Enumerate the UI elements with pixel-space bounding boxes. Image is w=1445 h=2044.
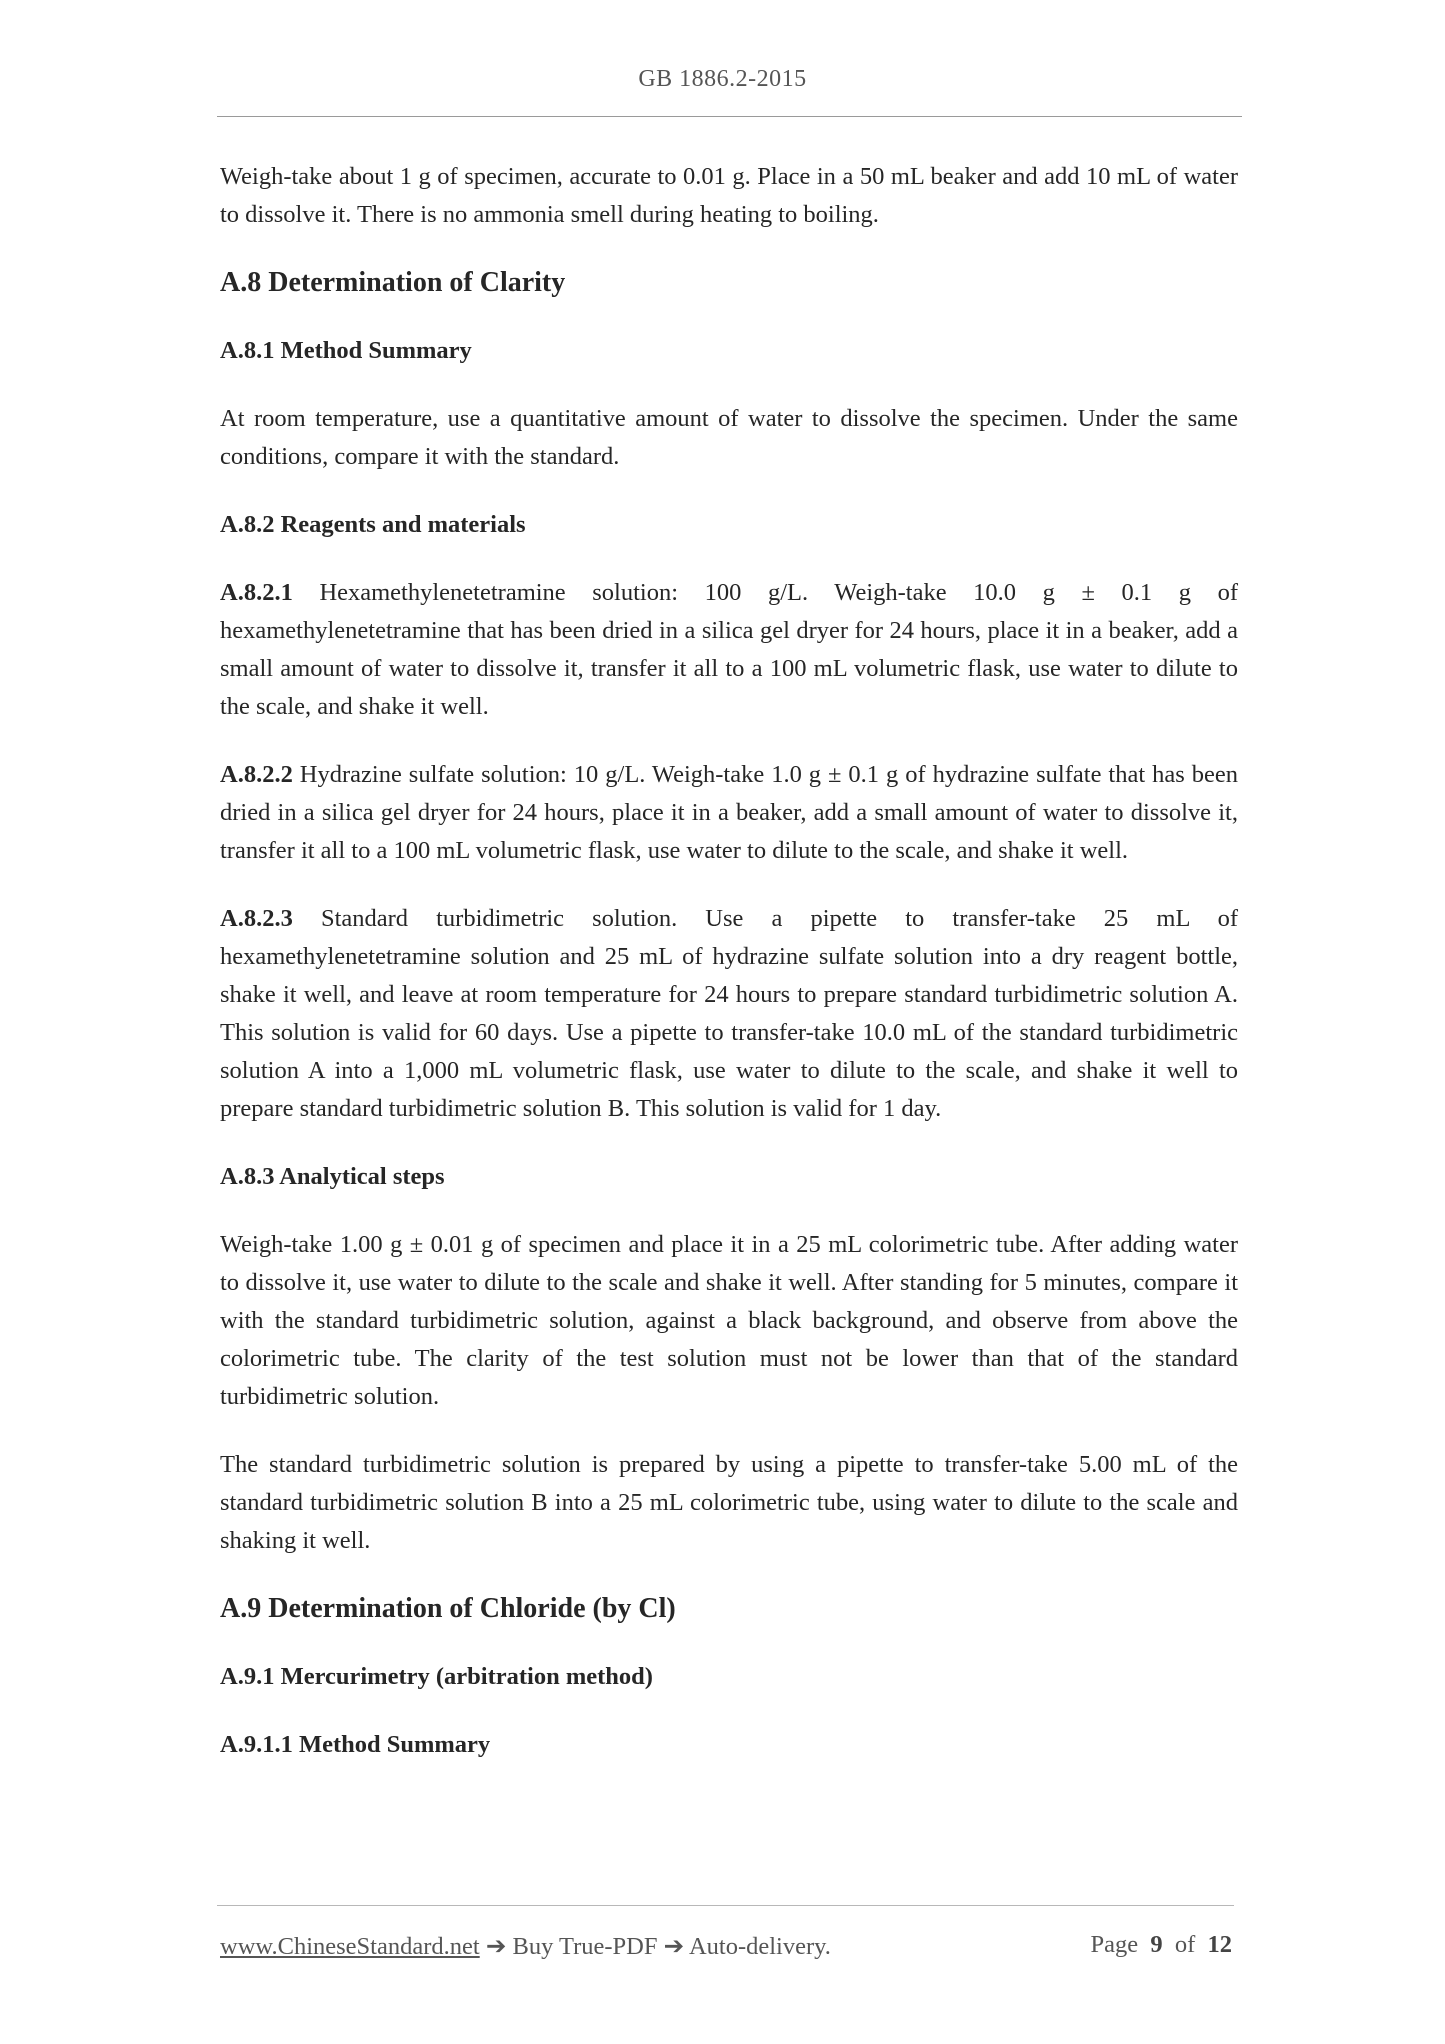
footer-promo: [220, 1931, 831, 1961]
page-number: [1090, 1931, 1232, 1959]
header-title: GB 1886.2-2015: [638, 66, 807, 92]
clause-number: A.8.2.3: [220, 905, 293, 932]
a822-paragraph: [220, 756, 1238, 870]
section-a8-heading: A.8 Determination of Clarity: [220, 267, 566, 298]
section-a82-heading: A.8.2 Reagents and materials: [220, 511, 526, 538]
current-page: 9: [1150, 1931, 1163, 1958]
delivery-text: Auto-delivery.: [688, 1933, 831, 1960]
page-content: [220, 158, 1238, 1794]
section-a83-heading: A.8.3 Analytical steps: [220, 1163, 445, 1190]
a81-paragraph: At room temperature, use a quantitative amount of water to dissolve the specimen. Under the same conditions, compare it with the standard.: [220, 405, 1238, 470]
section-a911-heading: A.9.1.1 Method Summary: [220, 1731, 491, 1758]
footer-divider: [217, 1905, 1234, 1906]
section-a91-heading: A.9.1 Mercurimetry (arbitration method): [220, 1663, 653, 1690]
clause-number: A.8.2.1: [220, 579, 293, 606]
a821-paragraph: [220, 574, 1238, 726]
section-a81-heading: A.8.1 Method Summary: [220, 337, 472, 364]
page-label: Page: [1090, 1931, 1139, 1958]
section-a9-heading: A.9 Determination of Chloride (by Cl): [220, 1593, 676, 1624]
buy-pdf-text: Buy True-PDF: [512, 1933, 658, 1960]
of-label: of: [1174, 1931, 1196, 1958]
clause-text: Standard turbidimetric solution. Use a pipette to transfer-take 25 mL of hexamethylenetetramine solution and 25 mL of hydrazine sulfate solution into a dry reagent bottle, shake it well, and leave at room temperature for 24 hours to prepare standard turbidimetric solution A. This solution is valid for 60 days. Use a pipette to transfer-take 10.0 mL of the standard turbidimetric solution A into a 1,000 mL volumetric flask, use water to dilute to the scale, and shake it well to prepare standard turbidimetric solution B. This solution is valid for 1 day.: [220, 905, 1239, 1122]
a823-paragraph: [220, 900, 1238, 1128]
clause-number: A.8.2.2: [220, 761, 293, 788]
header-divider: [217, 116, 1242, 117]
total-pages: 12: [1207, 1931, 1232, 1958]
clause-text: Hexamethylenetetramine solution: 100 g/L. Weigh-take 10.0 g ± 0.1 g of hexamethylenetetramine that has been dried in a silica gel dryer for 24 hours, place it in a beaker, add a small amount of water to dissolve it, transfer it all to a 100 mL volumetric flask, use water to dilute to the scale, and shake it well.: [220, 579, 1239, 720]
website-link[interactable]: www.ChineseStandard.net: [220, 1933, 480, 1960]
a83-paragraph-1: Weigh-take 1.00 g ± 0.01 g of specimen and place it in a 25 mL colorimetric tube. After adding water to dissolve it, use water to dilute to the scale and shake it well. After standing for 5 minutes, compare it with the standard turbidimetric solution, against a black background, and observe from above the colorimetric tube. The clarity of the test solution must not be lower than that of the standard turbidimetric solution.: [220, 1231, 1238, 1410]
intro-paragraph: Weigh-take about 1 g of specimen, accurate to 0.01 g. Place in a 50 mL beaker and add 10 mL of water to dissolve it. There is no ammonia smell during heating to boiling.: [220, 163, 1238, 228]
arrow-right-icon: ➔: [485, 1933, 507, 1960]
clause-text: Hydrazine sulfate solution: 10 g/L. Weigh-take 1.0 g ± 0.1 g of hydrazine sulfate that has been dried in a silica gel dryer for 24 hours, place it in a beaker, add a small amount of water to dissolve it, transfer it all to a 100 mL volumetric flask, use water to dilute to the scale, and shake it well.: [220, 761, 1238, 864]
arrow-right-icon: ➔: [663, 1933, 685, 1960]
a83-paragraph-2: The standard turbidimetric solution is prepared by using a pipette to transfer-take 5.00 mL of the standard turbidimetric solution B into a 25 mL colorimetric tube, using water to dilute to the scale and shaking it well.: [220, 1451, 1238, 1554]
